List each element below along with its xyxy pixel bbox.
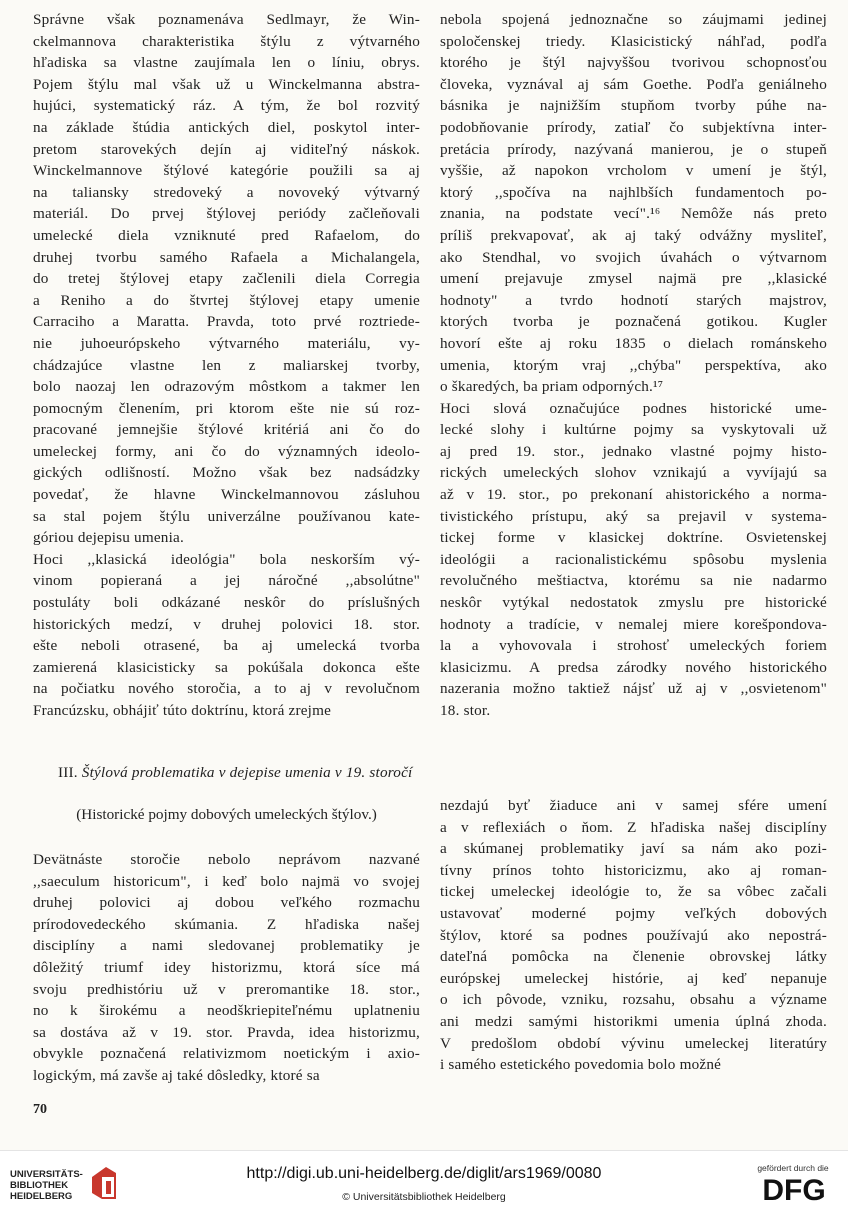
section-title: Štýlová problematika v dejepise umenia v 19. storočí [81,764,413,781]
text-line: človeka, vyznával aj sám Goethe. Podľa geniálneho [440,75,827,93]
section-subheading: (Historické pojmy dobových umeleckých štýlov.) [76,806,377,823]
text-line: až v 19. stor., po prekonaní ahistorického a norma- [440,486,827,504]
text-line: umení prejavuje zmysel najmä pre ,,klasické [440,270,827,288]
text-line: prírodovedeckého skúmania. Z hľadiska našej [33,915,420,933]
text-line: hodnoty" a tvrdo hodnotí starých majstrov, [440,291,827,309]
text-line: spoločenskej triedy. Klasicistický náhľad, podľa [440,32,827,50]
text-line: príliš prekvapovať, ak aj taký odvážny mysliteľ, [440,226,827,244]
text-line: tickej forme v klasickej doktríne. Osvietenskej [440,529,827,547]
text-line: ktorého je štýl najvyššou tvorivou schopnosťou [440,54,827,72]
text-line: Winckelmannove štýlové kategórie použili sa aj [33,162,420,180]
text-line: gických odlišností. Možno však bez nadsádzky [33,464,420,482]
text-line: klasicizmu. A predsa zárodky nového historického [440,658,827,676]
bottom-right-column [440,795,827,1076]
text-line: nebola spojená jednoznačne so záujmami jedinej [440,11,827,28]
text-line: nazerania možno taktiež nájsť už aj v ,,osvietenom" [440,680,827,698]
bottom-left-column [33,849,420,1087]
text-line: ideológii a racionalistickému spôsobu myslenia [440,550,827,568]
text-line: na počiatku nového storočia, a to aj v revolučnom [33,680,420,698]
text-line: umenia, ktorým vraj ,,chýba" perspektíva, ako [440,356,827,374]
text-line: ešte neboli otrasené, ba aj umelecká tvorba [33,637,420,655]
text-line: do tretej štýlovej etapy začlenili diela Corregia [33,270,420,288]
text-line: dôležitý triumf idey historizmu, ktorá síce má [33,958,420,976]
text-line: historických medzí, v druhej polovici 18. stor. [33,615,420,633]
text-line: Hoci ,,klasická ideológia" bola neskorším vý- [33,550,420,568]
text-line: góriou dejepisu umenia. [33,529,184,547]
text-line: chádzajúce vlastne len z maliarskej tvorby, [33,356,420,374]
text-line: revolučného meštiactva, ktorému sa nie nadarmo [440,572,827,590]
text-line: aj pred 19. stor., jednako vlastné pojmy histo- [440,442,827,460]
text-line: ani medzi samými historikmi umenia úplná zhoda. [440,1012,827,1030]
text-line: la a vyhovovala i strohosť umeleckých foriem [440,637,827,655]
text-line: ktorý ,,spočíva na najhlbších fundamentoch po- [440,183,827,201]
text-line: hujúci, systematický ráz. A tým, že bol rozvitý [33,97,420,115]
text-line: na taliansky stredoveký a novoveký výtvarný [33,183,420,201]
text-line: Carraciho a Maratta. Pravda, toto prvé roztriede- [33,313,420,331]
text-line: vyššie, až napokon vrcholom v umení je štýl, [440,162,827,180]
text-line: tickej umeleckej ideológie to, že sa vôbec začali [440,883,827,901]
text-line: obvykle poznačená relativizmom noetickým i axio- [33,1045,420,1063]
text-line: tivistického prístupu, aký sa prejavil v systema- [440,507,827,525]
text-line: dateľná pomôcka na členenie obrovskej látky [440,948,827,966]
text-line: a Reniho a do štvrtej štýlovej etapy umenie [33,291,420,309]
text-line: Pojem štýlu mal však už u Winckelmanna abstra- [33,75,420,93]
text-line: druhej polovici aj dobou veľkého rozmachu [33,894,420,912]
text-line: no k širokému a neodškriepiteľnému uplatneniu [33,1002,420,1020]
text-line: sa dostáva až v 19. stor. Pravda, idea historizmu, [33,1023,420,1041]
section-heading [58,764,412,782]
text-line: pretom starovekých dejín aj viditeľný náskok. [33,140,420,158]
text-line: Francúzsku, obhájiť túto doktrínu, ktorá zrejme [33,702,332,719]
text-line: nezdajú byť žiaduce ani v samej sfére umení [440,797,827,814]
section-number: III. [58,764,78,781]
text-line: materiál. Do prvej štýlovej periódy začleňovali [33,205,420,223]
text-line: sa stal pojem štýlu univerzálne používanou kate- [33,507,420,525]
funder-label: gefördert durch die [757,1163,829,1173]
text-line: znania, na podstate vecí".¹⁶ Nemôže nás preto [440,205,827,223]
text-line: postuláty boli odkázané neskôr do príslušných [33,594,420,612]
permalink-url[interactable]: http://digi.ub.uni-heidelberg.de/diglit/ars1969/0080 [246,1165,602,1182]
text-line: vinom popieraná a jej náročné ,,absolútne" [33,572,420,590]
text-line: pomocným členením, pri ktorom ešte nie sú roz- [33,399,420,417]
text-line: umelecké diela vzniknuté pred Rafaelom, do [33,226,420,244]
text-line: tívny prínos tohto historicizmu, ako aj roman- [440,861,827,879]
text-line: a v reflexiách o ňom. Z hľadiska našej disciplíny [440,818,827,836]
dfg-logo-icon [752,1173,836,1203]
text-line: lecké slohy i kultúrne pojmy sa vyskytovali už [440,421,827,439]
library-line-2: BIBLIOTHEK [10,1180,69,1191]
text-line: Hoci slová označujúce podnes historické ume- [440,399,827,417]
text-line: štýlov, ktoré sa podnes používajú ako nepostrá- [440,926,827,944]
text-line: pretácia prírody, nazývaná manierou, je o stupeň [440,140,827,158]
text-line: i samého estetického povedomia bolo možné [440,1056,722,1074]
copyright-notice: © Universitätsbibliothek Heidelberg [342,1191,506,1203]
text-line: logickým, má zavše aj také dôsledky, ktoré sa [33,1066,320,1084]
right-column [440,9,827,722]
library-line-1: UNIVERSITÄTS- [10,1169,83,1180]
text-line: bolo naozaj len odrazovým môstkom a takmer len [33,378,420,396]
text-line: na základe štúdia antických diel, poskytol inter- [33,118,420,136]
text-line: Správne však poznamenáva Sedlmayr, že Win- [33,11,420,28]
text-line: umeleckej formy, ani čo do významných ideolo- [33,442,420,460]
text-line: ustavovať moderné pojmy veľkých dobových [440,904,827,922]
page-number: 70 [33,1102,47,1117]
text-line: neskôr vytýkal nedostatok zmyslu pre historické [440,594,827,612]
text-line: svoju predhistóriu už v preromantike 18. stor., [33,980,420,998]
text-line: hodnoty a tradície, v nemalej miere korešpondova- [440,615,827,633]
footer [0,1150,848,1216]
left-column [33,9,420,722]
dfg-logo-text: DFG [762,1174,826,1203]
text-line: ako Stendhal, vo svojich úvahách o výtvarnom [440,248,827,266]
text-line: 18. stor. [440,702,491,719]
text-line: hovorí ešte aj roku 1835 o dielach románskeho [440,334,827,352]
text-line: o škaredých, ba priam odporných.¹⁷ [440,378,664,396]
text-line: V predošlom období vývinu umeleckej literatúry [440,1034,827,1052]
text-line: ktorých tvorba je poznačená gotikou. Kugler [440,313,827,331]
text-line: ,,saeculum historicum", i keď bolo najmä vo svojej [33,872,420,890]
text-line: básnika je najnižším stupňom tvorby púhe na- [440,97,827,115]
text-line: podobňovanie prírody, zatiaľ čo subjektívna inter- [440,118,827,136]
text-line: hľadiska sa vlastne zaujímala len o líniu, obrys. [33,54,420,72]
text-line: o ich pôvode, vzniku, rozsahu, obsahu a význame [440,991,827,1009]
text-line: európskej umeleckej histórie, aj keď nepanuje [440,969,827,987]
text-line: nie juhoeurópskeho výtvarného materiálu, vy- [33,334,420,352]
text-line: zamierená klasicisticky sa pokúšala dokonca ešte [33,658,420,676]
text-line: povedať, že hlavne Winckelmannovou zásluhou [33,486,420,504]
text-line: Devätnáste storočie nebolo neprávom nazvané [33,851,420,868]
text-line: disciplíny a nami sledovanej problematiky je [33,937,420,955]
text-line: pracované jemnejšie štýlové kritériá ani čo do [33,421,420,439]
text-line: ckelmannova charakteristika štýlu z výtvarného [33,32,420,50]
text-line: rických umeleckých slohov vznikajú a vyvíjajú sa [440,464,827,482]
text-line: a skúmanej problematiky javí sa nám ako pozi- [440,840,827,858]
text-line: druhej tvorbu samého Rafaela a Michalangela, [33,248,420,266]
library-line-3: HEIDELBERG [10,1191,73,1202]
